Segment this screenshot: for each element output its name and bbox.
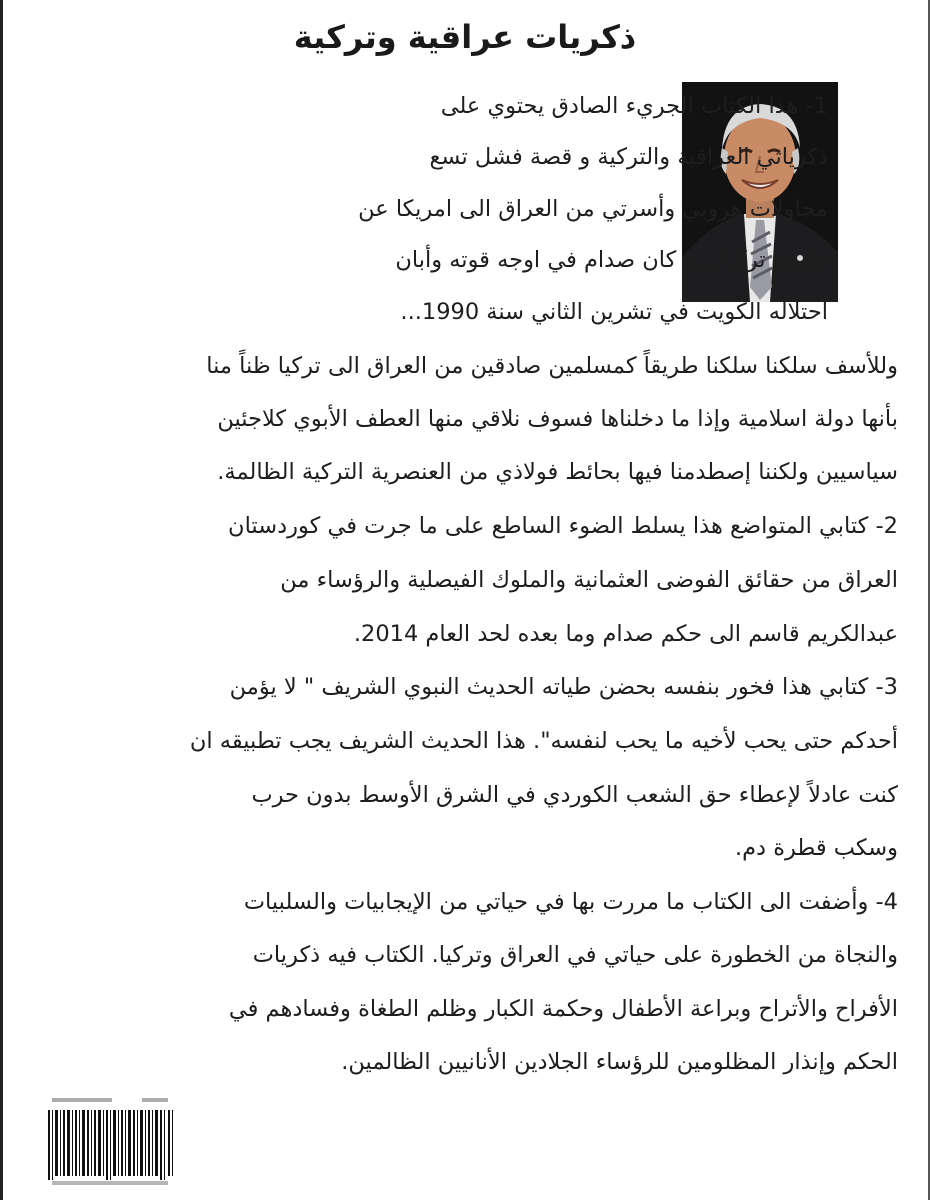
text-line: وللأسف سلكنا سلكنا طريقاً كمسلمين صادقين من العراق الى تركيا ظناً منا — [206, 353, 898, 379]
text-line: 1- هذا الكتاب الجريء الصادق يحتوي على — [440, 93, 828, 119]
text-line: 2- كتابي المتواضع هذا يسلط الضوء الساطع على ما جرت في كوردستان — [228, 513, 898, 539]
text-line: العراق من حقائق الفوضى العثمانية والملوك الفيصلية والرؤساء من — [280, 567, 898, 593]
text-line: احتلاله الكويت في تشرين الثاني سنة 1990... — [400, 299, 828, 325]
text-line: الأفراح والأتراح وبراعة الأطفال وحكمة الكبار وظلم الطغاة وفسادهم في — [228, 996, 898, 1022]
text-line: سياسيين ولكننا إصطدمنا فيها بحائط فولاذي من العنصرية التركية الظالمة. — [217, 459, 898, 485]
cover-title: ذكريات عراقية وتركية — [293, 18, 637, 56]
text-line: طريق تركيا يوم كان صدام في اوجه قوته وأبان — [395, 247, 828, 273]
text-line: بأنها دولة اسلامية وإذا ما دخلناها فسوف نلاقي منها العطف الأبوي كلاجئين — [217, 406, 898, 432]
isbn-barcode — [42, 1092, 182, 1188]
text-line: ذكرياتي العراقية والتركية و قصة فشل تسع — [429, 144, 828, 170]
text-line: 3- كتابي هذا فخور بنفسه بحضن طياته الحديث النبوي الشريف " لا يؤمن — [229, 674, 898, 700]
left-edge-border — [0, 0, 3, 1200]
text-line: وسكب قطرة دم. — [734, 835, 898, 861]
text-line: 4- وأضفت الى الكتاب ما مررت بها في حياتي من الإيجابيات والسلبيات — [243, 889, 898, 915]
text-line: عبدالكريم قاسم الى حكم صدام وما بعده لحد العام 2014. — [353, 621, 898, 647]
text-line: الحكم وإنذار المظلومين للرؤساء الجلادين الأنانيين الظالمين. — [341, 1049, 898, 1075]
text-line: محاولات هروبي وأسرتي من العراق الى امريكا عن — [358, 196, 828, 222]
barcode-icon — [42, 1092, 182, 1188]
text-line: كنت عادلاً لإعطاء حق الشعب الكوردي في الشرق الأوسط بدون حرب — [251, 782, 898, 808]
text-line: أحدكم حتى يحب لأخيه ما يحب لنفسه". هذا الحديث الشريف يجب تطبيقه ان — [189, 728, 898, 754]
text-line: والنجاة من الخطورة على حياتي في العراق وتركيا. الكتاب فيه ذكريات — [252, 942, 898, 968]
